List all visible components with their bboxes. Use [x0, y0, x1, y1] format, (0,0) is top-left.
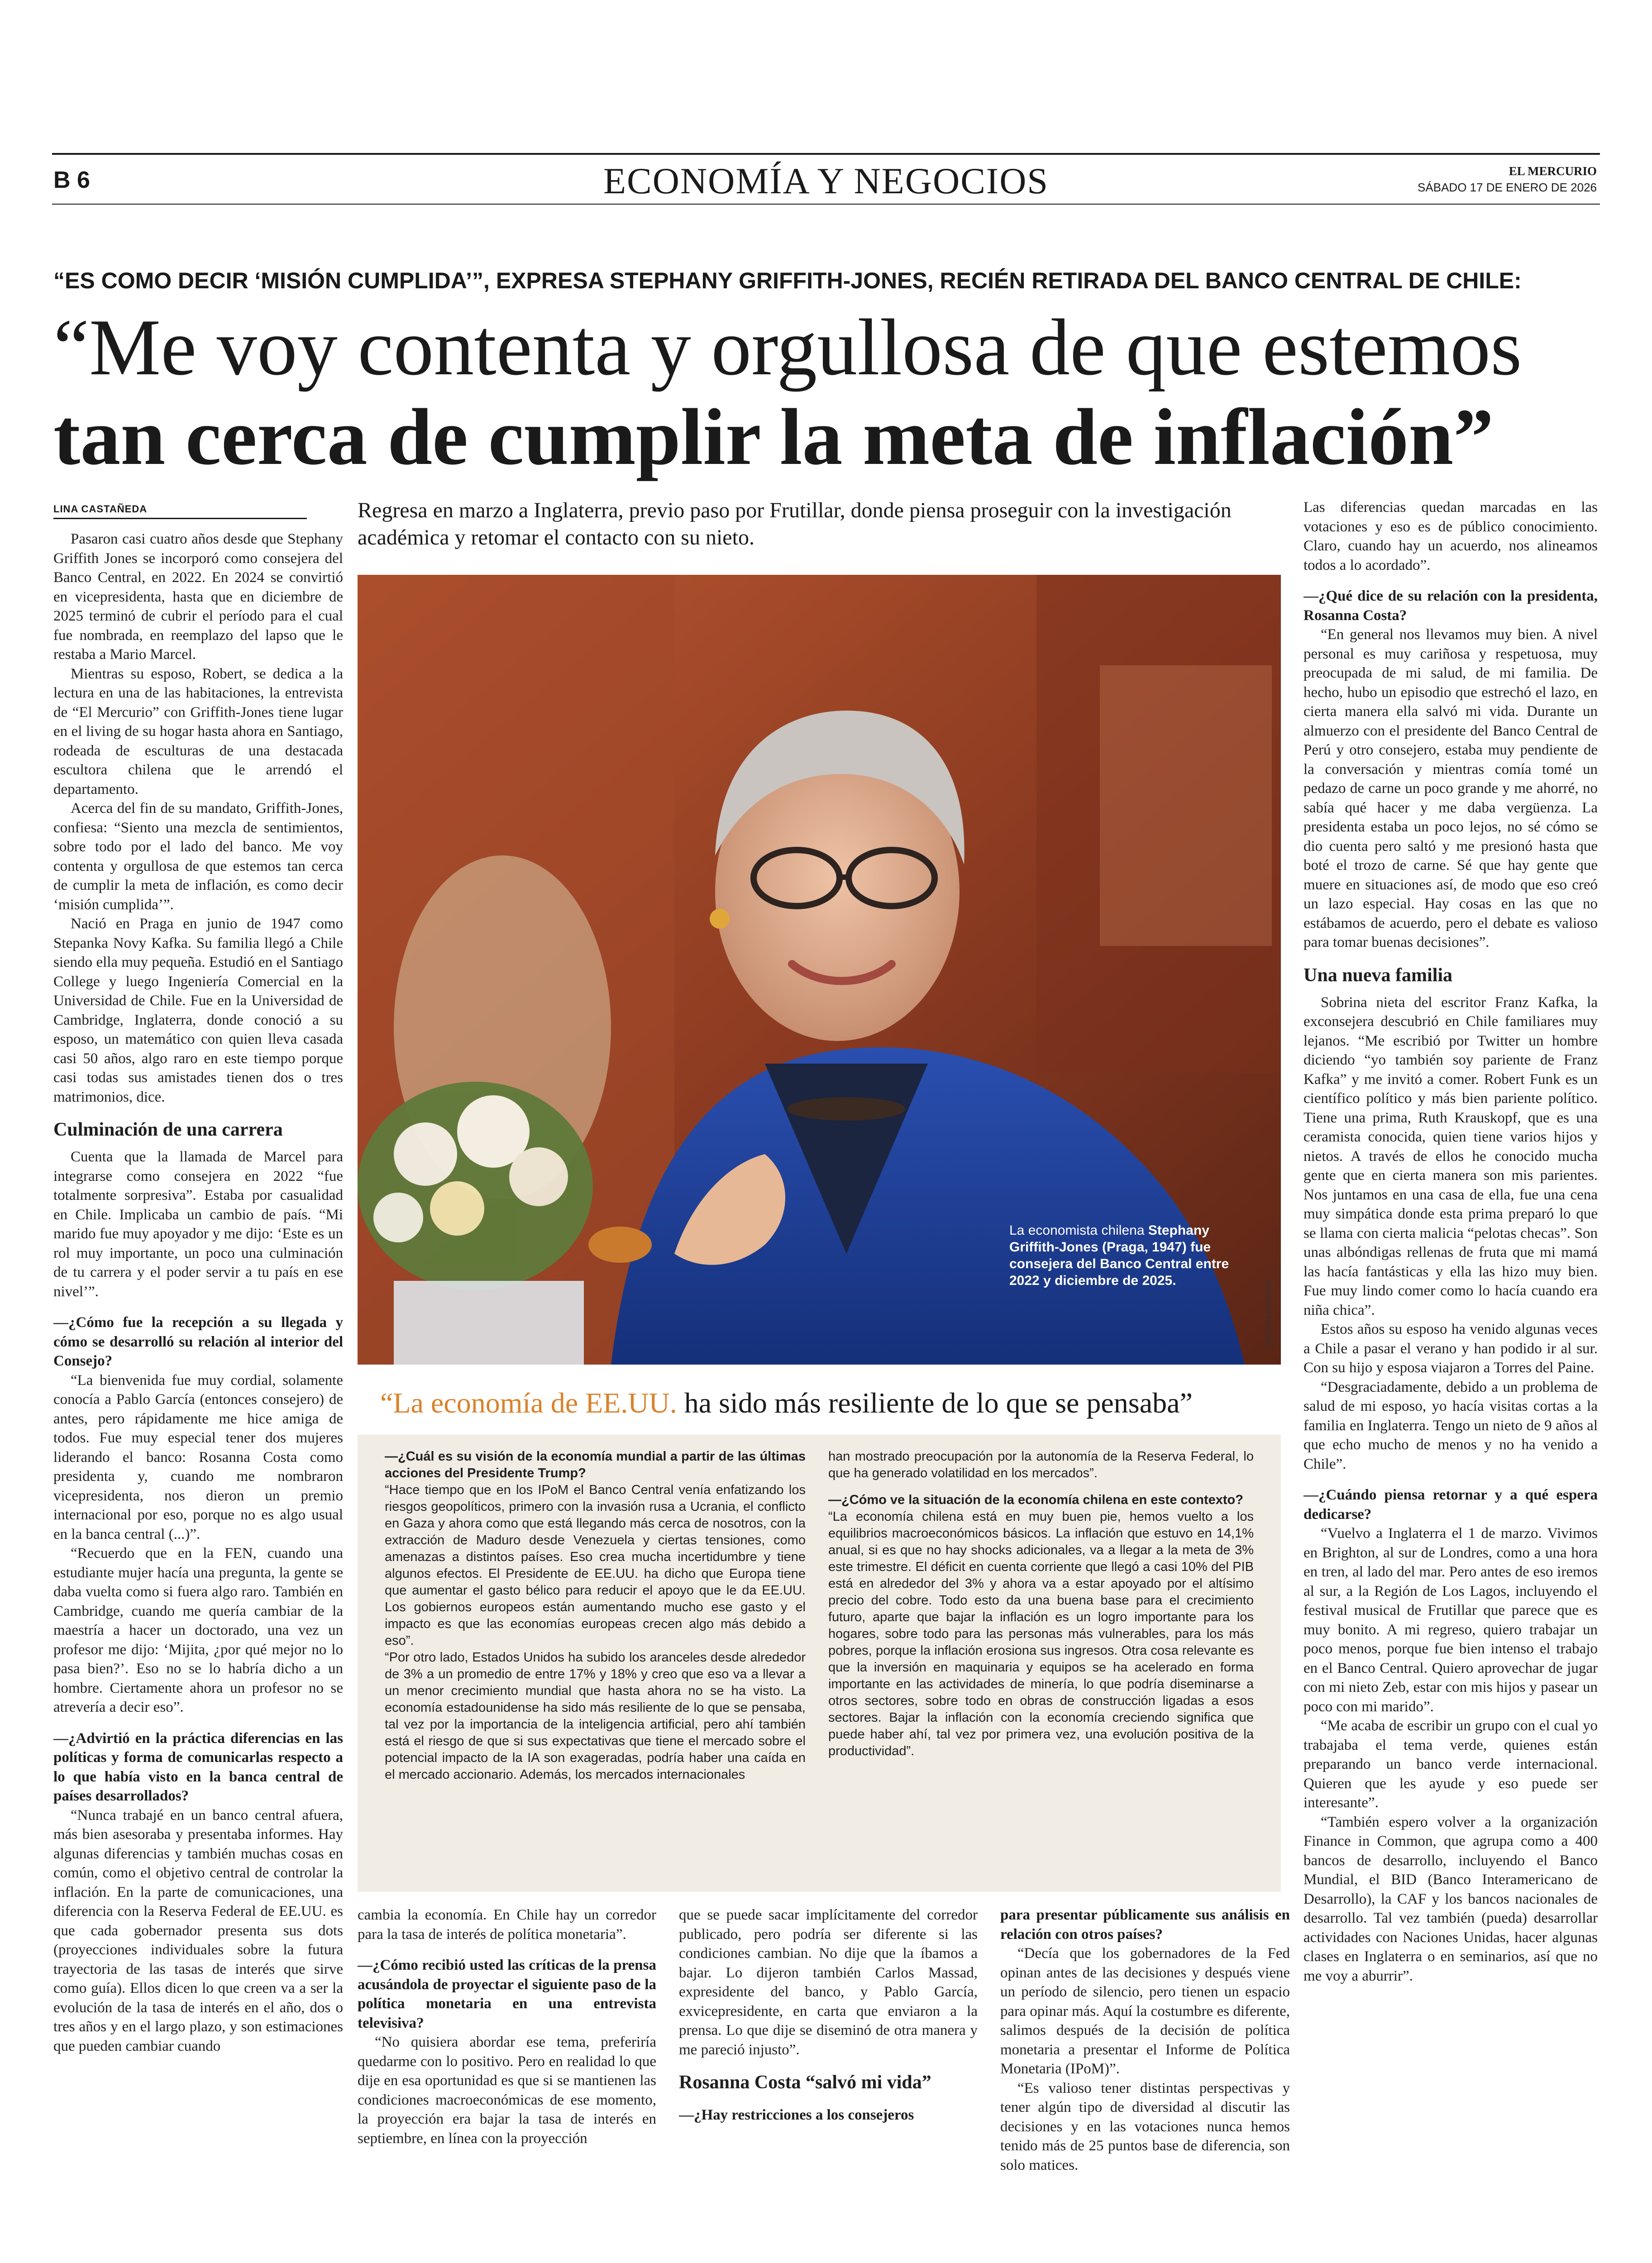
subheading-rosanna: Rosanna Costa “salvó mi vida” — [679, 2072, 931, 2093]
caption-text: La economista chilena — [1009, 1223, 1148, 1238]
pull-quote — [380, 1385, 1276, 1421]
interview-question: —¿Cómo recibió usted las críticas de la prensa acusándola de proyectar el siguiente paso de la política monetaria en una entrevista televisiva? — [358, 1957, 656, 2031]
interview-question: —¿Cuál es su visión de la economía mundial a partir de las últimas acciones del Presidente Trump? — [385, 1449, 806, 1480]
paragraph: “Decía que los gobernadores de la Fed opinan antes de las decisiones y después viene un período de silencio, pero tienen un espacio para opinar más. Aquí la costumbre es diferente, salimos después de la decisión de política monetaria a presentar el Informe de Política Monetaria (IPoM)”. — [1000, 1945, 1290, 2077]
article-column-1 — [53, 530, 343, 2263]
interview-box — [358, 1435, 1281, 1892]
subheading-career: Culminación de una carrera — [53, 1119, 283, 1140]
paragraph: “En general nos llevamos muy bien. A nivel personal es muy cariñosa y respetuosa, muy preocupada de mi salud, de mi familia. De hecho, hubo un episodio que estrechó el lazo, en cierta manera ella salvó mi vida. Durante un almuerzo con el presidente del Banco Central de Perú y otro consejero, estaba muy pendiente de la conversación y mientras comía tomé un pedazo de carne un poco grande y me ahorré, no sabía qué hacer y me daba vergüenza. La presidenta estaba un poco lejos, no sé cómo se dio cuenta pero saltó y me presionó hasta que boté el trozo de carne. Sé que hay gente que muere en situaciones así, de modo que eso creó un lazo especial. Hay cosas en las que no estábamos de acuerdo, pero el debate es valioso para tomar buenas decisiones”. — [1303, 626, 1598, 950]
interview-question: —¿Cuándo piensa retornar y a qué espera dedicarse? — [1303, 1487, 1598, 1523]
paragraph: que se puede sacar implícitamente del corredor publicado, pero podría ser diferente si las condiciones cambian. No dije que la íbamos a bajar. Lo dijeron también Carlos Massad, expresidente del banco, y Pablo García, exvicepresidente, en carta que enviaron a la prensa. Lo que dije se diseminó de otra manera y me pareció injusto”. — [679, 1907, 978, 2058]
paragraph: Mientras su esposo, Robert, se dedica a la lectura en una de las habitaciones, la entrevista de “El Mercurio” con Griffith-Jones tiene lugar en el living de su hogar hasta ahora en Santiago, rodeada de esculturas de una destacada escultora chilena que le arrendó el departamento. — [53, 665, 343, 797]
paragraph: han mostrado preocupación por la autonomía de la Reserva Federal, lo que ha generado volatilidad en los mercados”. — [828, 1449, 1254, 1480]
section-title: ECONOMÍA Y NEGOCIOS — [603, 160, 1049, 201]
interview-question: —¿Advirtió en la práctica diferencias en las políticas y forma de comunicarlas respecto a lo que había visto en la banca central de países desarrollados? — [53, 1730, 343, 1804]
byline: LINA CASTAÑEDA — [53, 503, 307, 519]
article-column-2 — [358, 1905, 656, 2263]
paragraph: “La economía chilena está en muy buen pie, hemos vuelto a los equilibrios macroeconómicos básicos. La inflación que estuvo en 14,1% anual, si es que no hay shocks adicionales, va a llegar a la meta de 3% este trimestre. El déficit en cuenta corriente que llegó a casi 10% del PIB está en alrededor del 3% y ahora va a estar apoyado por el altísimo precio del cobre. Todo esto da una buena base para el crecimiento futuro, aparte que bajar la inflación es un logro importante para los hogares, sobre todo para las personas más vulnerables, para los más pobres, porque la inflación erosiona sus ingresos. Otra cosa relevante es que la inversión en maquinaria y equipos se ha acelerado en forma importante en las actividades de minería, lo que podría diseminarse a otros sectores, sobre todo en obras de construcción ligadas a esos sectores. Bajar la inflación con la economía creciendo significa que puede haber ahí, tal vez por primera vez, una evolución positiva de la productividad”. — [828, 1509, 1254, 1758]
paragraph: “Me acaba de escribir un grupo con el cual yo trabajaba el tema verde, quienes están preparando un banco verde internacional. Quieren que les ayude y eso puede ser interesante”. — [1303, 1718, 1598, 1811]
paragraph: Acerca del fin de su mandato, Griffith-Jones, confiesa: “Siento una mezcla de sentimientos, sobre todo por el lado del banco. Me voy contenta y orgullosa de que estemos tan cerca de cumplir la meta de inflación, es como decir ‘misión cumplida’”. — [53, 800, 343, 913]
paragraph: “Vuelvo a Inglaterra el 1 de marzo. Vivimos en Brighton, al sur de Londres, como a una hora en tren, al lado del mar. Pero antes de eso iremos al sur, a la Región de Los Lagos, incluyendo el festival musical de Frutillar que parece que es muy bonito. A mi regreso, quiero trabajar un poco menos, porque fue bien intenso el trabajo en el Banco Central. Quiero aprovechar de jugar con mi nieto Zeb, estar con mis hijos y pasear un poco con mi marido”. — [1303, 1525, 1598, 1715]
interview-question: —¿Hay restricciones a los consejeros — [679, 2107, 914, 2123]
publication-date: SÁBADO 17 DE ENERO DE 2026 — [1418, 181, 1597, 194]
box-column-2 — [828, 1448, 1254, 1883]
article-column-4 — [1000, 1905, 1290, 2263]
article-column-5 — [1303, 498, 1598, 2263]
paragraph: “Por otro lado, Estados Unidos ha subido los aranceles desde alrededor de 3% a un promedio de entre 17% y 18% y creo que eso va a llevar a un menor crecimiento mundial que hasta ahora no se ha visto. La economía estadounidense ha sido más resiliente de lo que se pensaba, tal vez por la importancia de la inteligencia artificial, pero ahí también está el riesgo de que si sus expectativas que tiene el mercado sobre el potencial impacto de la IA son exageradas, podría haber una caída en el mercado accionario. Además, los mercados internacionales — [385, 1650, 806, 1782]
publication-name: EL MERCURIO — [1509, 164, 1597, 178]
subheading-family: Una nueva familia — [1303, 964, 1453, 986]
flower-bouquet — [358, 1082, 593, 1290]
paragraph: Cuenta que la llamada de Marcel para integrarse como consejera en 2022 “fue totalmente sorpresiva”. Estaba por casualidad en Chile. Implicaba un cambio de país. “Mi marido fue muy apoyador y me dijo: ‘Este es un rol muy importante, un poco una culminación de tu carrera y el poder servir a tu país en ese nivel’”. — [53, 1149, 343, 1300]
headline-line-1: “Me voy contenta y orgullosa de que estemos — [53, 302, 1522, 392]
article-headline — [53, 302, 1601, 482]
article-deck: Regresa en marzo a Inglaterra, previo paso por Frutillar, donde piensa proseguir con la investigación académica y retomar el contacto con su nieto. — [358, 498, 1232, 549]
paragraph: Las diferencias quedan marcadas en las votaciones y eso es de público conocimiento. Claro, cuando hay un acuerdo, nos alineamos todos a lo acordado”. — [1303, 499, 1598, 573]
paragraph: Sobrina nieta del escritor Franz Kafka, la exconsejera descubrió en Chile familiares muy lejanos. “Me escribió por Twitter un hombre diciendo “yo también soy pariente de Franz Kafka” y me invitó a comer. Robert Funk es un científico político y más bien pariente político. Tiene una prima, Ruth Krauskopf, que es una ceramista conocida, quien tiene varios hijos y nietos. A través de ellos he conocido mucha gente que en cierta manera son mis parientes. Nos juntamos en una casa de ella, fue una cena muy simpática donde esta prima preparó lo que se llama con cierta malicia “pelotas checas”. Son unas albóndigas rellenas de fruta que mi mamá las hacía fantásticas y ella las hizo muy bien. Fue muy lindo comer como lo hacía cuando era niña chica”. — [1303, 994, 1598, 1318]
headline-line-2: tan cerca de cumplir la meta de inflación” — [53, 392, 1494, 482]
pull-quote-highlight: “La economía de EE.UU. — [380, 1387, 677, 1419]
paragraph: “Hace tiempo que en los IPoM el Banco Central venía enfatizando los riesgos geopolíticos, primero con la invasión rusa a Ucrania, el conflicto en Gaza y ahora como que está llegando más cerca de nosotros, con la extracción de Maduro desde Venezuela y ciertas tensiones, como amenazas a distintos países. Eso crea mucha incertidumbre y tiene algunos efectos. El Presidente de EE.UU. ha dicho que Europa tiene que aumentar el gasto bélico para reducir el apoyo que le da EE.UU. Los gobiernos europeos están aumentando mucho ese gasto y el impacto es que las economías europeas crecen algo más debido a eso”. — [385, 1483, 806, 1648]
box-column-1 — [385, 1448, 806, 1883]
paragraph: “Es valioso tener distintas perspectivas y tener algún tipo de diversidad al discutir las decisiones y en las votaciones nunca hemos tenido más de 25 puntos base de diferencia, son solo matices. — [1000, 2080, 1290, 2173]
paragraph: “Nunca trabajé en un banco central afuera, más bien asesoraba y presentaba informes. Hay algunas diferencias y también muchas cosas en común, como el objetivo central de controlar la inflación. En la parte de comunicaciones, una diferencia con la Reserva Federal de EE.UU. es que cada gobernador presenta sus dots (proyecciones individuales sobre la futura trayectoria de las tasas de interés que sirve como guía). Ellos dicen lo que creen va a ser la evolución de la tasa de interés en el año, dos o tres años y en el largo plazo, y son estimaciones que pueden cambiar cuando — [53, 1807, 343, 2054]
article-column-3 — [679, 1905, 978, 2263]
paragraph: “No quisiera abordar ese tema, preferiría quedarme con lo positivo. Pero en realidad lo que dije en esa oportunidad es que si se mantienen las condiciones macroeconómicas de ese momento, la proyección era bajar la tasa de interés en septiembre, en línea con la proyección — [358, 2034, 656, 2147]
interview-question: para presentar públicamente sus análisis en relación con otros países? — [1000, 1907, 1290, 1943]
page-number: B 6 — [53, 167, 90, 193]
interview-question: —¿Cómo fue la recepción a su llegada y cómo se desarrolló su relación al interior del Consejo? — [53, 1314, 343, 1369]
paragraph: Estos años su esposo ha venido algunas veces a Chile a pasar el verano y han podido ir al sur. Con su hijo y esposa viajaron a Torres del Paine. — [1303, 1321, 1598, 1376]
paragraph: “También espero volver a la organización Finance in Common, que agrupa como a 400 bancos de desarrollo, incluyendo el Banco Mundial, el BID (Banco Interamericano de Desarrollo), la CAF y los bancos nacionales de desarrollo. Tal vez también (pueda) desarrollar actividades con Naciones Unidas, hacer algunas clases en Inglaterra o en seminarios, así que no me voy a aburrir”. — [1303, 1814, 1598, 1984]
photo-credit: HÉCTOR ARAVENA — [1265, 1280, 1273, 1346]
paragraph: “Recuerdo que en la FEN, cuando una estudiante mujer hacía una pregunta, la gente se daba vuelta como si fuera algo raro. También en Cambridge, cuando me quería cambiar de la maestría a hacer un doctorado, una vez un profesor me dijo: ‘Mijita, ¿por qué mejor no lo pasa bien?’. Eso no se lo habría dicho a un hombre. Ciertamente ahora un profesor no se atrevería a decir eso”. — [53, 1545, 343, 1715]
paragraph: Nació en Praga en junio de 1947 como Stepanka Novy Kafka. Su familia llegó a Chile siendo ella muy pequeña. Estudió en el Santiago College y luego Ingeniería Comercial en la Universidad de Chile. Fue en la Universidad de Cambridge, Inglaterra, donde conoció a su esposo, un matemático con quien lleva casada casi 50 años, algo raro en este tiempo porque casi todas sus amistades tienen dos o tres matrimonios, dice. — [53, 916, 343, 1105]
photo-caption — [1009, 1222, 1263, 1289]
pull-quote-text: ha sido más resiliente de lo que se pensaba” — [677, 1387, 1193, 1419]
paragraph: “La bienvenida fue muy cordial, solamente conocía a Pablo García (entonces consejero) de antes, pero rápidamente me hice amiga de todos. Fue muy especial tener dos mujeres liderando el banco: Rosanna Costa como presidenta y, cuando me nombraron vicepresidenta, nos dieron un premio internacional por eso, porque no es algo usual en la banca central (...)”. — [53, 1372, 343, 1542]
interview-question: —¿Qué dice de su relación con la presidenta, Rosanna Costa? — [1303, 588, 1598, 624]
paragraph: “Desgraciadamente, debido a un problema de salud de mi esposo, yo hacía visitas cortas a la familia en Inglaterra. Tengo un nieto de 9 años al que echo mucho de menos y no ha venido a Chile”. — [1303, 1379, 1598, 1472]
article-kicker: “ES COMO DECIR ‘MISIÓN CUMPLIDA’”, EXPRESA STEPHANY GRIFFITH-JONES, RECIÉN RETIRADA DEL BANCO CENTRAL DE CHILE: — [53, 268, 1522, 293]
paragraph: cambia la economía. En Chile hay un corredor para la tasa de interés de política monetaria”. — [358, 1907, 656, 1943]
caption-text-bold: Stephany Griffith-Jones (Praga, 1947) fue consejera del Banco Central entre 2022 y diciembre de 2025. — [1009, 1223, 1229, 1288]
paragraph: Pasaron casi cuatro años desde que Stephany Griffith Jones se incorporó como consejera del Banco Central, en 2022. En 2024 se convirtió en vicepresidenta, hasta que en diciembre de 2025 terminó de cubrir el período para el cual fue nombrada, en reemplazo del lapso que le restaba a Mario Marcel. — [53, 531, 343, 663]
interview-question: —¿Cómo ve la situación de la economía chilena en este contexto? — [828, 1493, 1243, 1507]
